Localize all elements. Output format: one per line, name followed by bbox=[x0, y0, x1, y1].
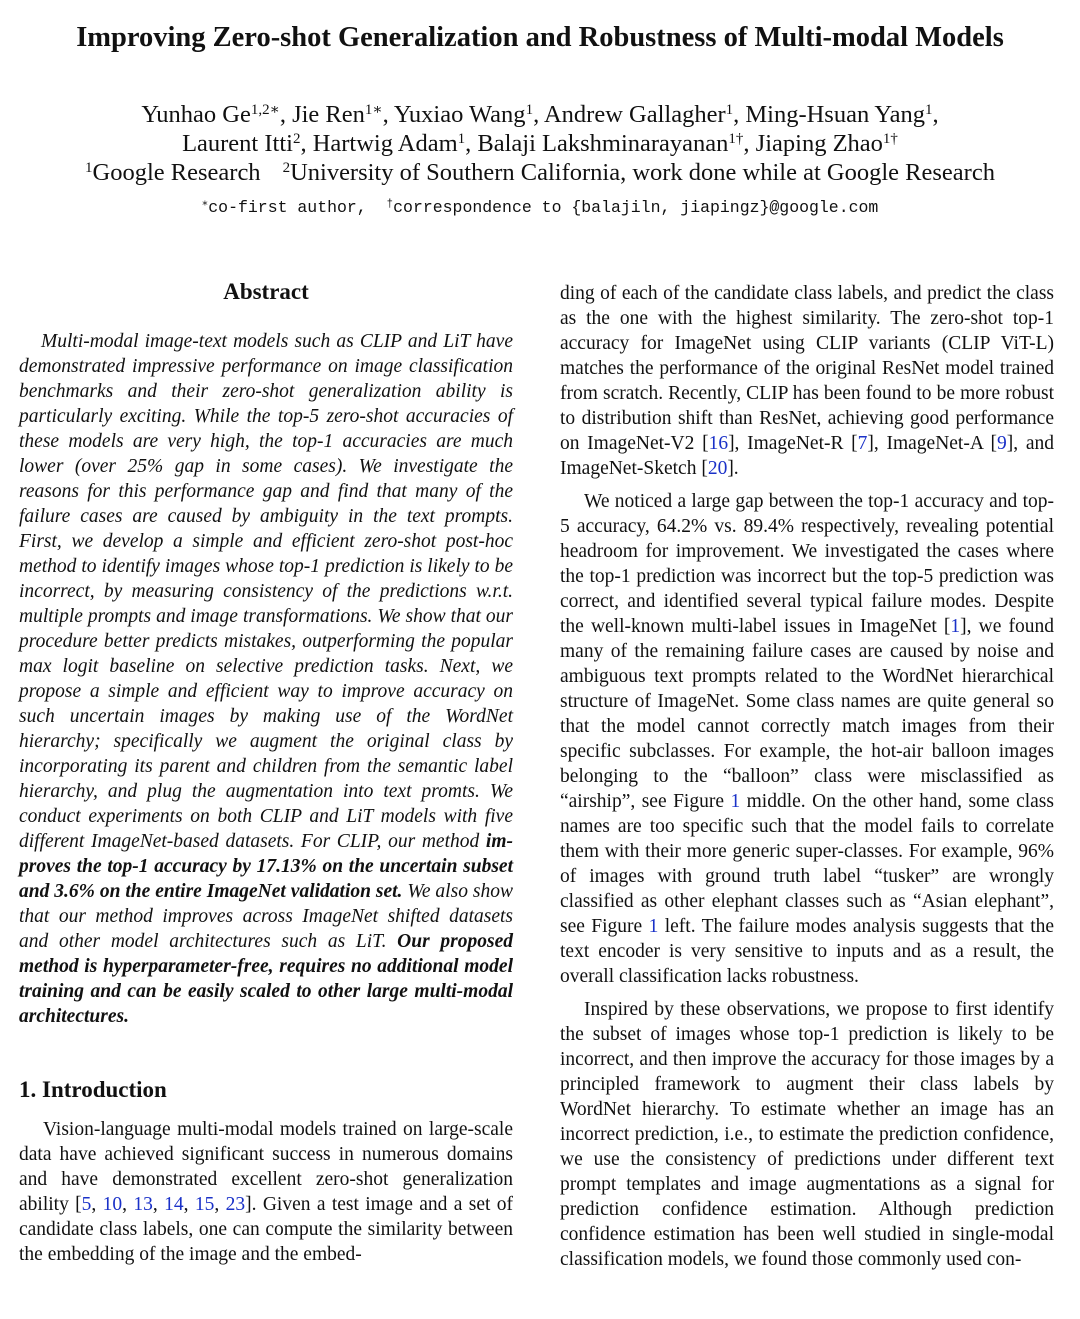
citation-link[interactable]: 5 bbox=[81, 1194, 92, 1215]
intro-paragraph-2: We noticed a large gap between the top-1 accuracy and top-5 accuracy, 64.2% vs. 89.4% respectively, revealing potential headroom for improvement. We investigated the cases where the top-1 prediction was incorrect but the top-5 prediction was correct, and identified several typical failure modes. Despite the well-known multi-label issues in ImageNet [1], we found many of the remaining failure cases are caused by noise and ambiguous text prompts related to the WordNet hierarchical structure of ImageNet. Some class names are quite general so that the model cannot correctly match images from their specific subclasses. For example, the hot-air balloon images belonging to the “balloon” class were misclassified as “airship”, see Figure 1 middle. On the other hand, some class names are too specific such that the model fails to correlate them with their more generic super-classes. For example, 96% of images with ground truth label “tusker” are wrongly classified as other elephant classes such as “Asian elephant”, see Figure 1 left. The failure modes analysis suggests that the text encoder is very sensitive to inputs and as a result, the overall classification lacks robustness. bbox=[560, 491, 1055, 987]
intro-paragraph-3: Inspired by these observations, we propose to first identify the subset of images whose top-1 prediction is likely to be incorrect, and then improve the accuracy for those images by a principled framework to augment their class labels by WordNet hierarchy. To estimate whether an image has an incorrect prediction, i.e., to estimate the prediction confidence, we use the consistency of predictions under different text prompt templates and image augmentations as a signal for prediction confidence estimation. Although prediction confidence estimation has been well studied in single-modal classification models, we found those commonly used con- bbox=[560, 999, 1054, 1270]
citation-link[interactable]: 16 bbox=[708, 433, 729, 454]
citation-link[interactable]: 7 bbox=[857, 433, 868, 454]
right-column bbox=[560, 281, 1054, 1280]
citation-link[interactable]: 20 bbox=[707, 458, 728, 479]
author: Yunhao $Ge^{1,2∗}$, bbox=[141, 101, 293, 128]
abstract-heading: Abstract bbox=[223, 279, 309, 304]
figure-link[interactable]: 1 bbox=[730, 791, 741, 812]
author: Andrew Gallagher$^1$, bbox=[543, 101, 746, 128]
figure-link[interactable]: 1 bbox=[648, 916, 659, 937]
author: Balaji Lakshminarayanan$^{1\dagger}$, bbox=[477, 130, 756, 157]
author-line-2 bbox=[0, 129, 1080, 158]
abstract-text: Multi-modal image-text models such as CLIP and LiT have demonstrated impressive performance on image classification benchmarks and their zero-shot generalization ability is particularly exciting. While the top-5 zero-shot accuracies of these models are very high, the top-1 accuracies are much lower (over 25% gap in some cases). We investigate the reasons for this performance gap and find that many of the failure cases are caused by ambiguity in the text prompts. First, we develop a simple and efficient zero-shot post-hoc method to identify images whose top-1 prediction is likely to be incorrect, by measuring consistency of the predictions w.r.t. multiple prompts and image transformations. We show that our procedure better predicts mistakes, outperforming the popular max logit baseline on selective prediction tasks. Next, we propose a simple and efficient way to improve accuracy on such uncertain images by making use of the WordNet hierarchy; specifically we augment the original class by incorporating its parent and children from the semantic label hierarchy, and plug the augmentation into text promts. We conduct experiments on both CLIP and LiT models with five different ImageNet-based datasets. For CLIP, our method improves the top-1 accuracy by 17.13% on the uncertain subset and 3.6% on the entire ImageNet validation set. We also show that our method improves across ImageNet shifted datasets and other model architectures such as LiT. Our proposed method is hyperparameter-free, requires no additional model training and can be easily scaled to other large multi-modal architectures. bbox=[19, 331, 513, 1027]
cofirst-note: co-first author, bbox=[208, 198, 367, 217]
author: Hartwig Adam$^1$, bbox=[312, 130, 478, 157]
affiliation: $^1$Google Research bbox=[85, 159, 261, 186]
author: Ming-Hsuan Yang$^1$, bbox=[745, 101, 939, 128]
correspondence-note: correspondence to {balajiln, jiapingz}@google.com bbox=[393, 198, 879, 217]
citation-link[interactable]: 13 bbox=[133, 1194, 153, 1215]
intro-paragraph-1: Vision-language multi-modal models trained on large-scale data have achieved significant success in numerous domains and have demonstrated excellent zero-shot generalization ability [5, 10, 13, 14, 15, 23]. Given a test image and a set of candidate class labels, one can compute the similarity between the embedding of the image and the embed- bbox=[19, 1119, 514, 1265]
author-block bbox=[0, 100, 1080, 187]
citation-link[interactable]: 14 bbox=[164, 1194, 184, 1215]
author: Laurent Itti$^2$, bbox=[182, 130, 313, 157]
author: Yuxiao Wang$^1$, bbox=[393, 101, 544, 128]
author-line-1 bbox=[0, 100, 1080, 129]
paper-title: Improving Zero-shot Generalization and Robustness of Multi-modal Models bbox=[76, 22, 1004, 53]
citation-link[interactable]: 9 bbox=[997, 433, 1007, 454]
introduction-heading: 1. Introduction bbox=[19, 1077, 167, 1102]
author-notes: ∗co-first author, †correspondence to {balajiln, jiapingz}@google.com bbox=[201, 198, 879, 217]
intro-paragraph-continued: ding of each of the candidate class labels, and predict the class as the one with the highest similarity. The zero-shot top-1 accuracy for ImageNet using CLIP variants (CLIP ViT-L) matches the performance of the original ResNet model trained from scratch. Recently, CLIP has been found to be more robust to distribution shift than ResNet, achieving good performance on ImageNet-V2 [16], ImageNet-R [7], ImageNet-A [9], and ImageNet-Sketch [20]. bbox=[560, 283, 1054, 479]
citation-link[interactable]: 10 bbox=[102, 1194, 123, 1215]
citation-link[interactable]: 23 bbox=[225, 1194, 246, 1215]
affiliation: $^2$University of Southern California, work done while at Google Research bbox=[282, 159, 995, 186]
author: Jiaping Zhao$^{1\dagger}$ bbox=[755, 130, 898, 157]
citation-link[interactable]: 1 bbox=[950, 616, 961, 637]
citation-link[interactable]: 15 bbox=[194, 1194, 215, 1215]
affiliation-line bbox=[0, 158, 1080, 187]
author: Jie Ren$^{1∗}$, bbox=[292, 101, 394, 128]
left-column bbox=[19, 277, 513, 1275]
